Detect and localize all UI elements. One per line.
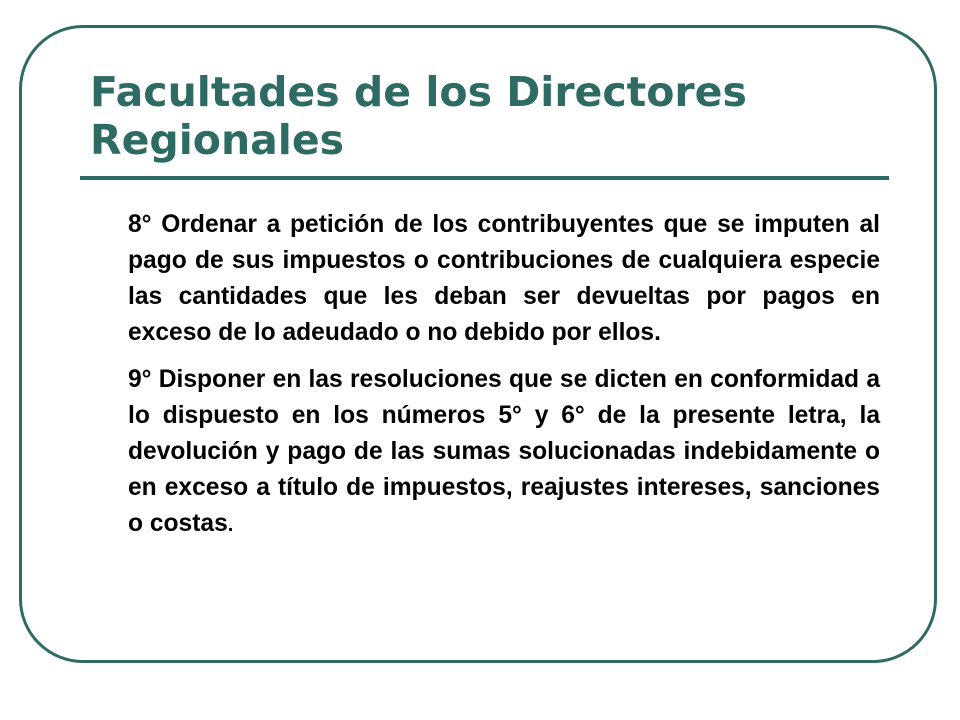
paragraph-text: 8° Ordenar a petición de los contribuyentes que se imputen al pago de sus impuestos o contribuciones de cualquiera especie las cantidades que les deban ser devueltas por pagos en exceso de lo adeudado o no debido por ellos. xyxy=(128,211,880,346)
paragraph-item-9 xyxy=(128,362,880,543)
paragraph-text: 9° Disponer en las resoluciones que se dicten en conformidad a lo dispuesto en los números 5° y 6° de la presente letra, la devolución y pago de las sumas solucionadas indebidamente o en exceso a título de impuestos, reajustes intereses, sanciones o costas xyxy=(128,366,880,537)
title-divider xyxy=(80,176,889,180)
paragraph-end-mark: . xyxy=(227,514,234,536)
slide-title: Facultades de los Directores Regionales xyxy=(90,68,747,164)
slide-body xyxy=(128,207,880,553)
paragraph-item-8 xyxy=(128,207,880,352)
